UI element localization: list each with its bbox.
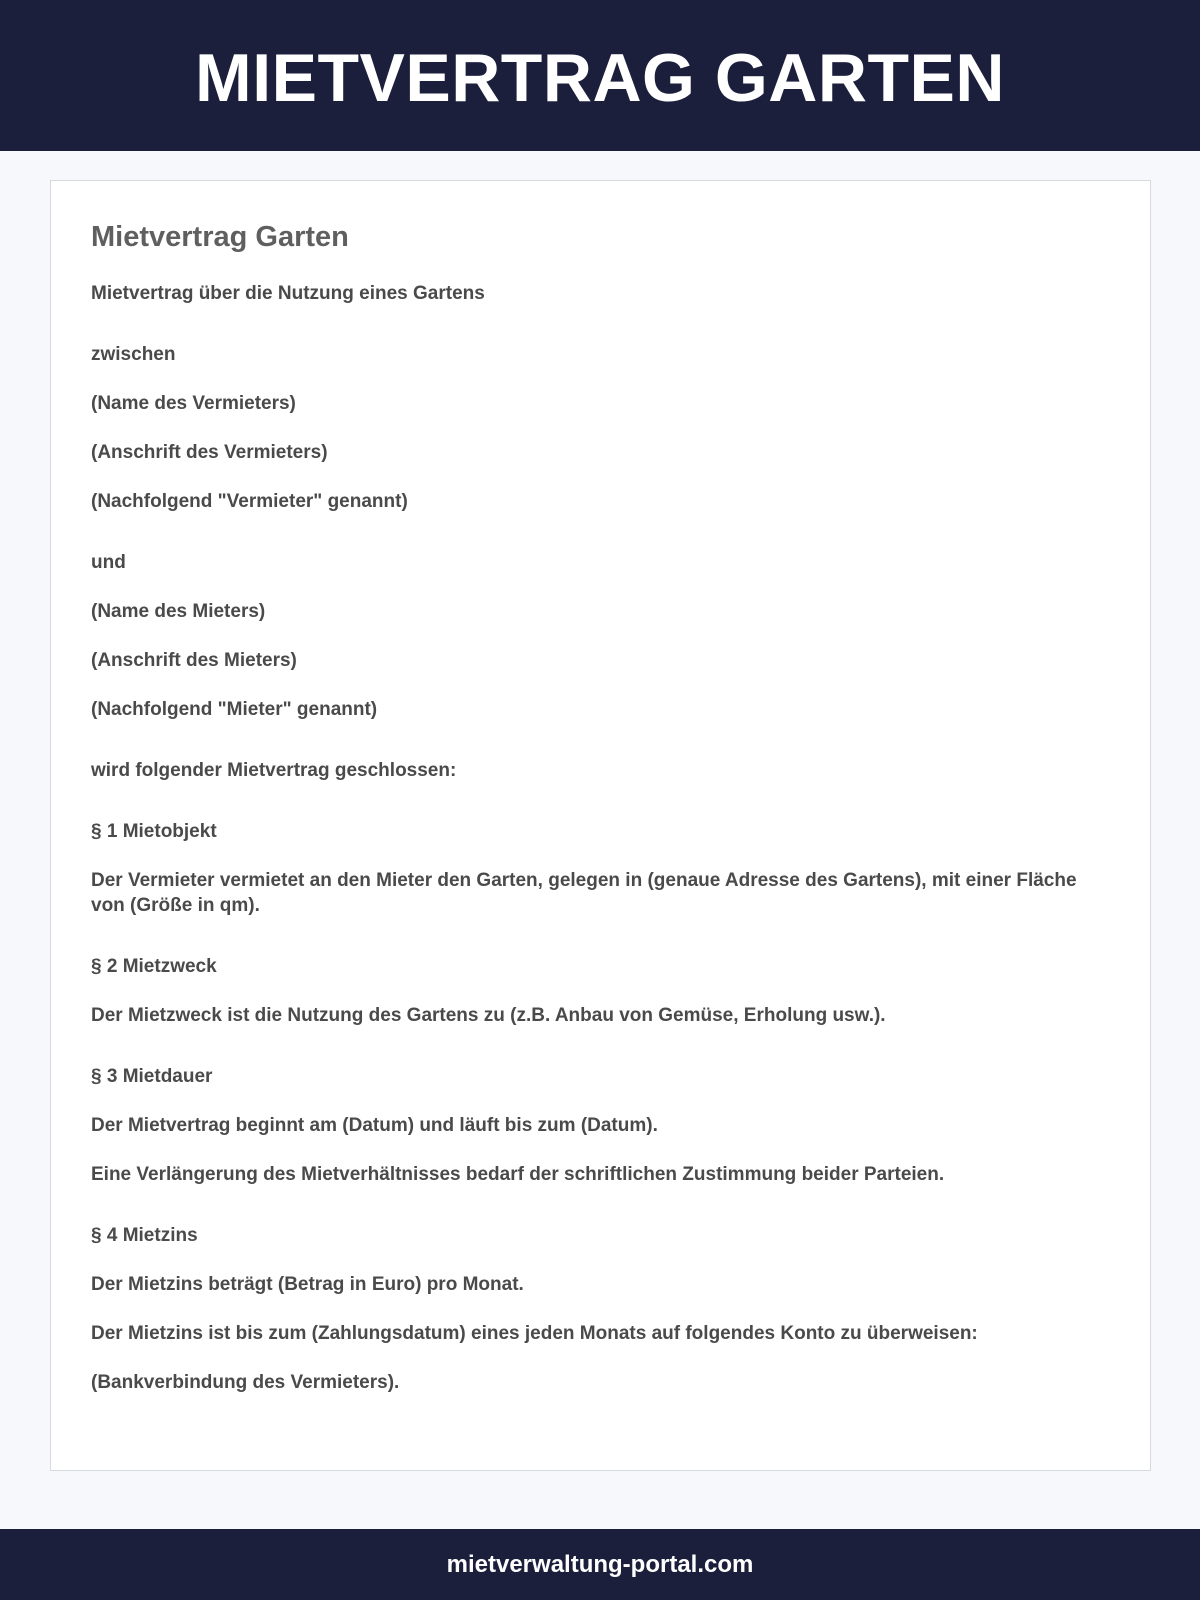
landlord-address: (Anschrift des Vermieters) [91,442,328,463]
tenant-name: (Name des Mieters) [91,601,266,622]
section-paragraph: Der Mietzweck ist die Nutzung des Gartens zu (z.B. Anbau von Gemüse, Erholung usw.). [91,1005,886,1026]
tenant-designation: (Nachfolgend "Mieter" genannt) [91,699,378,720]
header-title: MIETVERTRAG GARTEN [195,39,1005,116]
section-paragraph: Der Mietzins beträgt (Betrag in Euro) pro Monat. [91,1274,524,1295]
landlord-name: (Name des Vermieters) [91,393,296,414]
party-separator: und [91,552,126,573]
page-header [0,0,1200,151]
footer-website: mietverwaltung-portal.com [446,1550,754,1578]
contract-intro: wird folgender Mietvertrag geschlossen: [91,760,457,781]
section-heading: § 4 Mietzins [91,1225,198,1246]
section-paragraph: (Bankverbindung des Vermieters). [91,1372,400,1393]
tenant-address: (Anschrift des Mieters) [91,650,297,671]
section-heading: § 1 Mietobjekt [91,821,217,842]
landlord-designation: (Nachfolgend "Vermieter" genannt) [91,491,408,512]
section-paragraph: Der Mietzins ist bis zum (Zahlungsdatum) eines jeden Monats auf folgendes Konto zu überweisen: [91,1323,978,1344]
document-subtitle: Mietvertrag über die Nutzung eines Gartens [91,283,485,304]
page-footer [0,1529,1200,1600]
section-heading: § 2 Mietzweck [91,956,217,977]
section-paragraph: Eine Verlängerung des Mietverhältnisses bedarf der schriftlichen Zustimmung beider Parteien. [91,1164,945,1185]
section-heading: § 3 Mietdauer [91,1066,213,1087]
section-paragraph: Der Mietvertrag beginnt am (Datum) und läuft bis zum (Datum). [91,1115,658,1136]
party-separator: zwischen [91,344,176,365]
document-title: Mietvertrag Garten [91,221,349,253]
document-card [50,180,1151,1471]
section-paragraph: Der Vermieter vermietet an den Mieter den Garten, gelegen in (genaue Adresse des Gartens), mit einer Fläche von (Größe in qm). [91,870,1077,916]
